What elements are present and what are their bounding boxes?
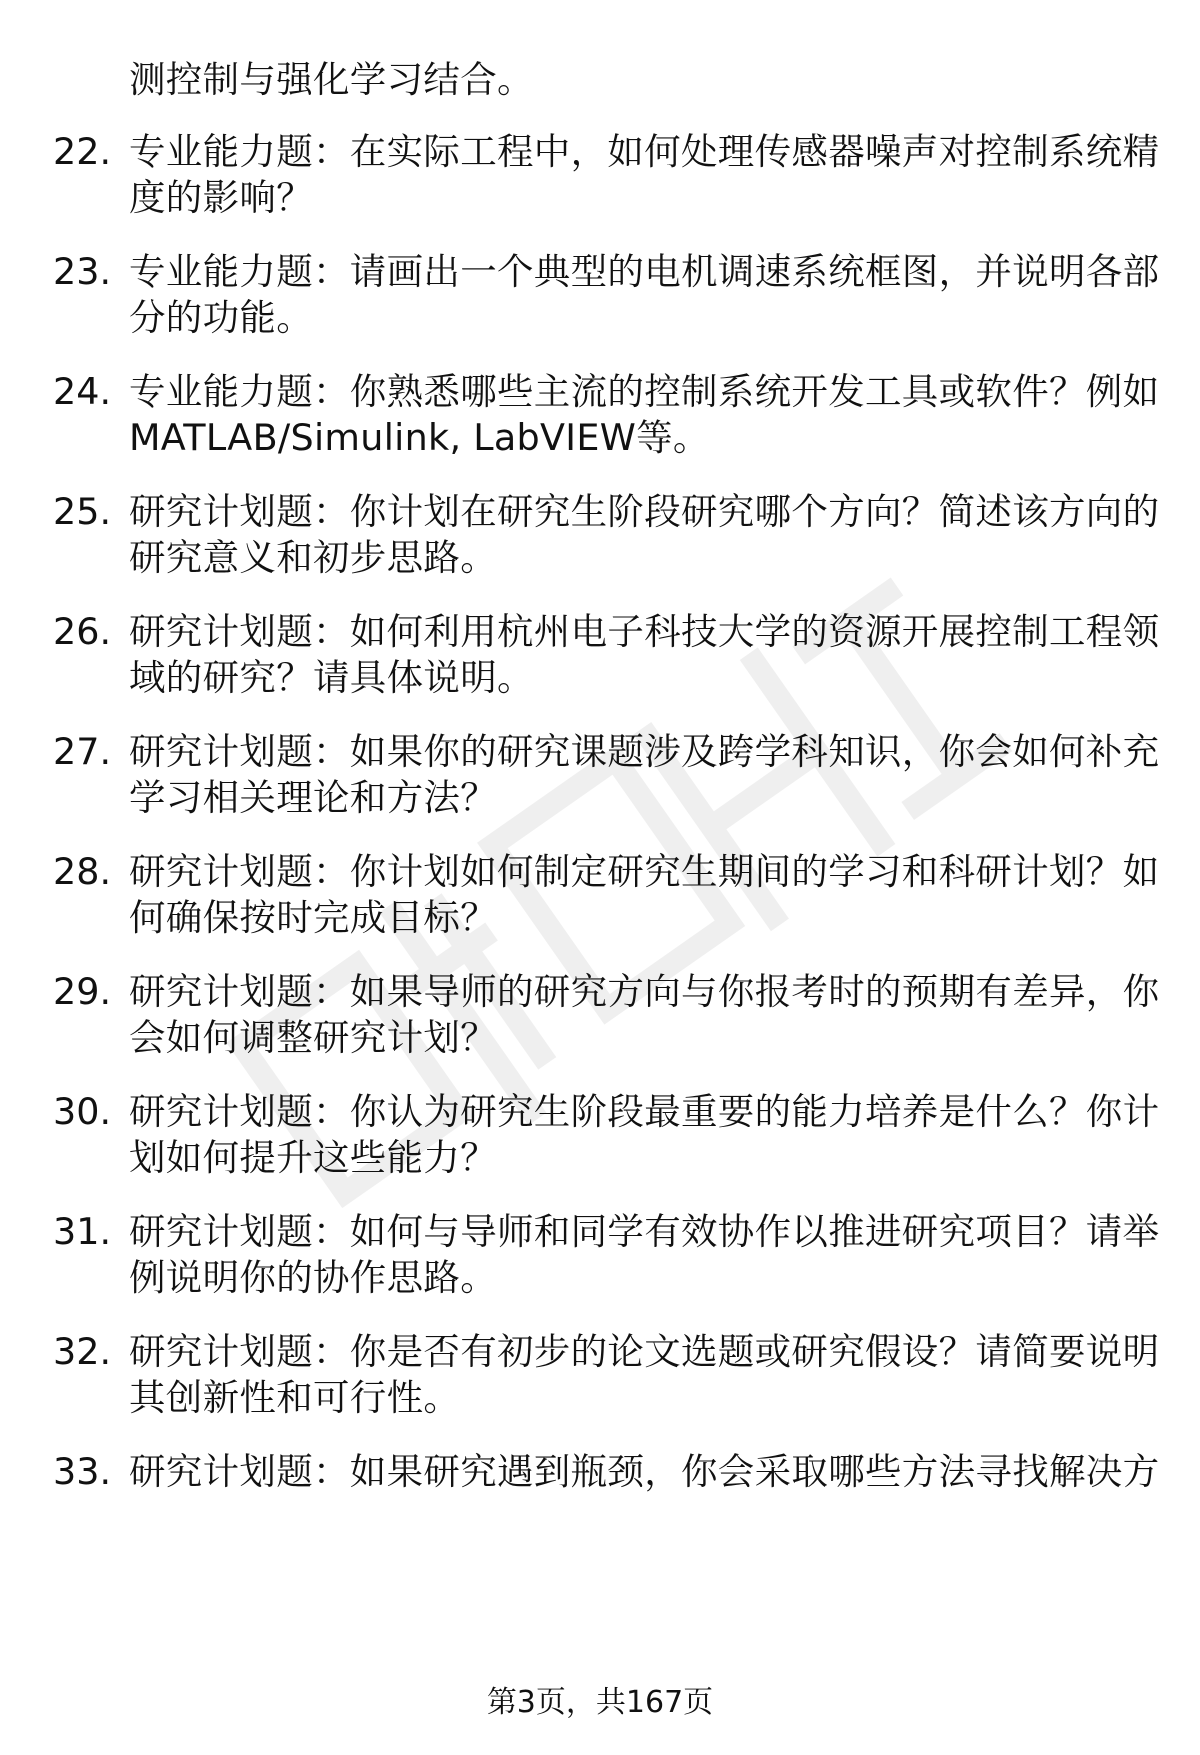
item-number: 31. [53, 1210, 112, 1253]
item-text-line2: 例说明你的协作思路。 [129, 1256, 497, 1299]
item-text-line1: 研究计划题：如何与导师和同学有效协作以推进研究项目？请举 [129, 1210, 1160, 1253]
item-text-line2: 研究意义和初步思路。 [129, 536, 497, 579]
continuation-line: 测控制与强化学习结合。 [129, 58, 534, 101]
item-text-line1: 专业能力题：在实际工程中，如何处理传感器噪声对控制系统精 [129, 130, 1160, 173]
item-text-line1: 研究计划题：如果你的研究课题涉及跨学科知识，你会如何补充 [129, 730, 1160, 773]
item-number: 32. [53, 1330, 112, 1373]
item-number: 28. [53, 850, 112, 893]
item-text-line1: 研究计划题：你计划在研究生阶段研究哪个方向？简述该方向的 [129, 490, 1160, 533]
item-text-line1: 研究计划题：如何利用杭州电子科技大学的资源开展控制工程领 [129, 610, 1160, 653]
item-text-line1: 专业能力题：你熟悉哪些主流的控制系统开发工具或软件？例如 [129, 370, 1160, 413]
item-text-line2: 度的影响？ [129, 176, 313, 219]
item-text-line2: 域的研究？请具体说明。 [129, 656, 534, 699]
item-number: 22. [53, 130, 112, 173]
item-number: 29. [53, 970, 112, 1013]
item-number: 27. [53, 730, 112, 773]
item-text-line1: 专业能力题：请画出一个典型的电机调速系统框图，并说明各部 [129, 250, 1160, 293]
item-text-line2: MATLAB/Simulink, LabVIEW等。 [129, 416, 710, 459]
item-number: 33. [53, 1450, 112, 1493]
item-text-line2: 何确保按时完成目标？ [129, 896, 497, 939]
item-number: 23. [53, 250, 112, 293]
item-text-line2: 其创新性和可行性。 [129, 1376, 461, 1419]
item-text-line1: 研究计划题：你是否有初步的论文选题或研究假设？请简要说明 [129, 1330, 1160, 1373]
item-text-line2: 学习相关理论和方法？ [129, 776, 497, 819]
item-number: 25. [53, 490, 112, 533]
item-text-line1: 研究计划题：如果导师的研究方向与你报考时的预期有差异，你 [129, 970, 1160, 1013]
item-text-line2: 划如何提升这些能力？ [129, 1136, 497, 1179]
item-text-line2: 会如何调整研究计划？ [129, 1016, 497, 1059]
item-text-line1: 研究计划题：你认为研究生阶段最重要的能力培养是什么？你计 [129, 1090, 1160, 1133]
item-text-line1: 研究计划题：如果研究遇到瓶颈，你会采取哪些方法寻找解决方 [129, 1450, 1160, 1493]
page-footer: 第3页，共167页 [486, 1685, 714, 1720]
item-number: 30. [53, 1090, 112, 1133]
item-number: 24. [53, 370, 112, 413]
item-text-line1: 研究计划题：你计划如何制定研究生期间的学习和科研计划？如 [129, 850, 1160, 893]
item-text-line2: 分的功能。 [129, 296, 313, 339]
item-number: 26. [53, 610, 112, 653]
